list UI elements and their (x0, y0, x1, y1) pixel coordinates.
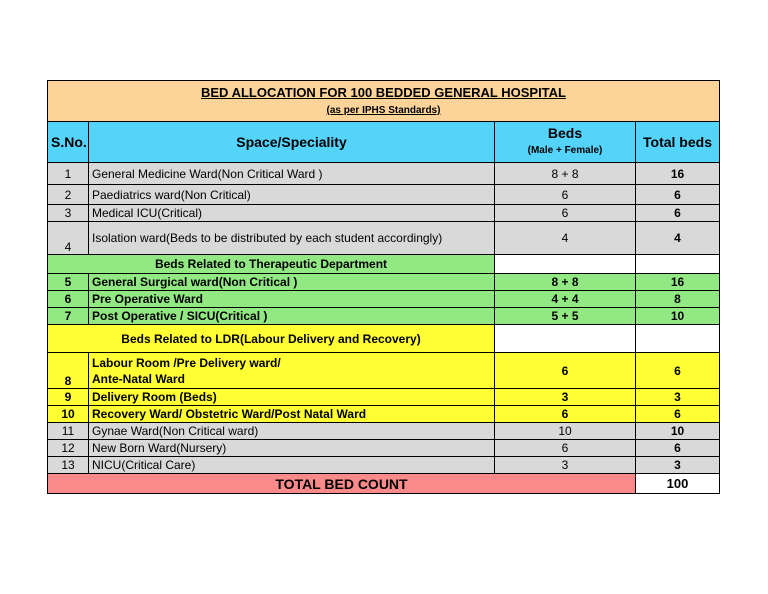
row-total: 16 (636, 274, 720, 291)
table-row (48, 163, 720, 185)
row-sno: 11 (48, 423, 89, 440)
row-sno: 10 (48, 406, 89, 423)
section-row-ldr (48, 325, 720, 353)
row-space: Medical ICU(Critical) (89, 205, 495, 222)
header-beds (495, 122, 636, 163)
row-beds: 6 (495, 440, 636, 457)
table-title: BED ALLOCATION FOR 100 BEDDED GENERAL HOSPITAL (201, 85, 566, 100)
table-row (48, 353, 720, 389)
row-beds: 6 (495, 185, 636, 205)
row-beds: 5 + 5 (495, 308, 636, 325)
table-row (48, 406, 720, 423)
row-total: 3 (636, 389, 720, 406)
section-blank-total (636, 325, 720, 353)
table-subtitle: (as per IPHS Standards) (326, 105, 441, 116)
row-total: 6 (636, 406, 720, 423)
row-total: 3 (636, 457, 720, 474)
row-sno: 5 (48, 274, 89, 291)
row-beds: 8 + 8 (495, 163, 636, 185)
header-total: Total beds (636, 122, 720, 163)
bed-allocation-sheet (47, 80, 719, 494)
row-beds: 6 (495, 353, 636, 389)
table-row (48, 274, 720, 291)
section-row-therapeutic (48, 255, 720, 274)
row-sno: 9 (48, 389, 89, 406)
header-beds-sublabel: (Male + Female) (527, 145, 603, 156)
row-sno: 1 (48, 163, 89, 185)
row-total: 16 (636, 163, 720, 185)
row-space: Paediatrics ward(Non Critical) (89, 185, 495, 205)
row-sno: 8 (48, 353, 89, 389)
section-blank-beds (495, 325, 636, 353)
section-blank-total (636, 255, 720, 274)
row-beds: 6 (495, 406, 636, 423)
row-beds: 3 (495, 389, 636, 406)
row-sno: 6 (48, 291, 89, 308)
row-beds: 6 (495, 205, 636, 222)
row-sno: 13 (48, 457, 89, 474)
row-total: 8 (636, 291, 720, 308)
row-space: NICU(Critical Care) (89, 457, 495, 474)
header-sno: S.No. (48, 122, 89, 163)
header-row (48, 122, 720, 163)
section-ldr-label: Beds Related to LDR(Labour Delivery and Recovery) (48, 325, 495, 353)
table-row (48, 291, 720, 308)
row-total: 6 (636, 353, 720, 389)
table-row (48, 389, 720, 406)
header-beds-label: Beds (547, 125, 583, 141)
title-cell (48, 81, 720, 122)
section-blank-beds (495, 255, 636, 274)
table-row (48, 308, 720, 325)
row-space: General Medicine Ward(Non Critical Ward ) (89, 163, 495, 185)
table-row (48, 440, 720, 457)
row-total: 6 (636, 185, 720, 205)
total-row (48, 474, 720, 494)
row-beds: 3 (495, 457, 636, 474)
row-beds: 8 + 8 (495, 274, 636, 291)
row-beds: 4 (495, 222, 636, 255)
row-sno: 3 (48, 205, 89, 222)
table-row (48, 205, 720, 222)
total-value: 100 (636, 474, 720, 494)
row-space: Isolation ward(Beds to be distributed by each student accordingly) (89, 222, 495, 255)
row-space-line1: Labour Room /Pre Delivery ward/ (92, 355, 281, 370)
table-row (48, 423, 720, 440)
row-sno: 2 (48, 185, 89, 205)
row-sno: 4 (48, 222, 89, 255)
row-sno: 12 (48, 440, 89, 457)
table-row (48, 222, 720, 255)
row-space (89, 353, 495, 389)
row-space: Post Operative / SICU(Critical ) (89, 308, 495, 325)
total-label: TOTAL BED COUNT (48, 474, 636, 494)
row-total: 6 (636, 440, 720, 457)
row-space: Pre Operative Ward (89, 291, 495, 308)
table-row (48, 185, 720, 205)
row-space-line2: Ante-Natal Ward (92, 371, 185, 386)
row-space: General Surgical ward(Non Critical ) (89, 274, 495, 291)
row-sno: 7 (48, 308, 89, 325)
table-row (48, 457, 720, 474)
row-space: Delivery Room (Beds) (89, 389, 495, 406)
header-space: Space/Speciality (89, 122, 495, 163)
row-beds: 4 + 4 (495, 291, 636, 308)
row-space: Gynae Ward(Non Critical ward) (89, 423, 495, 440)
row-total: 10 (636, 308, 720, 325)
row-total: 10 (636, 423, 720, 440)
row-total: 4 (636, 222, 720, 255)
section-therapeutic-label: Beds Related to Therapeutic Department (48, 255, 495, 274)
bed-allocation-table (47, 80, 720, 494)
row-beds: 10 (495, 423, 636, 440)
row-space: New Born Ward(Nursery) (89, 440, 495, 457)
row-space: Recovery Ward/ Obstetric Ward/Post Natal Ward (89, 406, 495, 423)
row-total: 6 (636, 205, 720, 222)
